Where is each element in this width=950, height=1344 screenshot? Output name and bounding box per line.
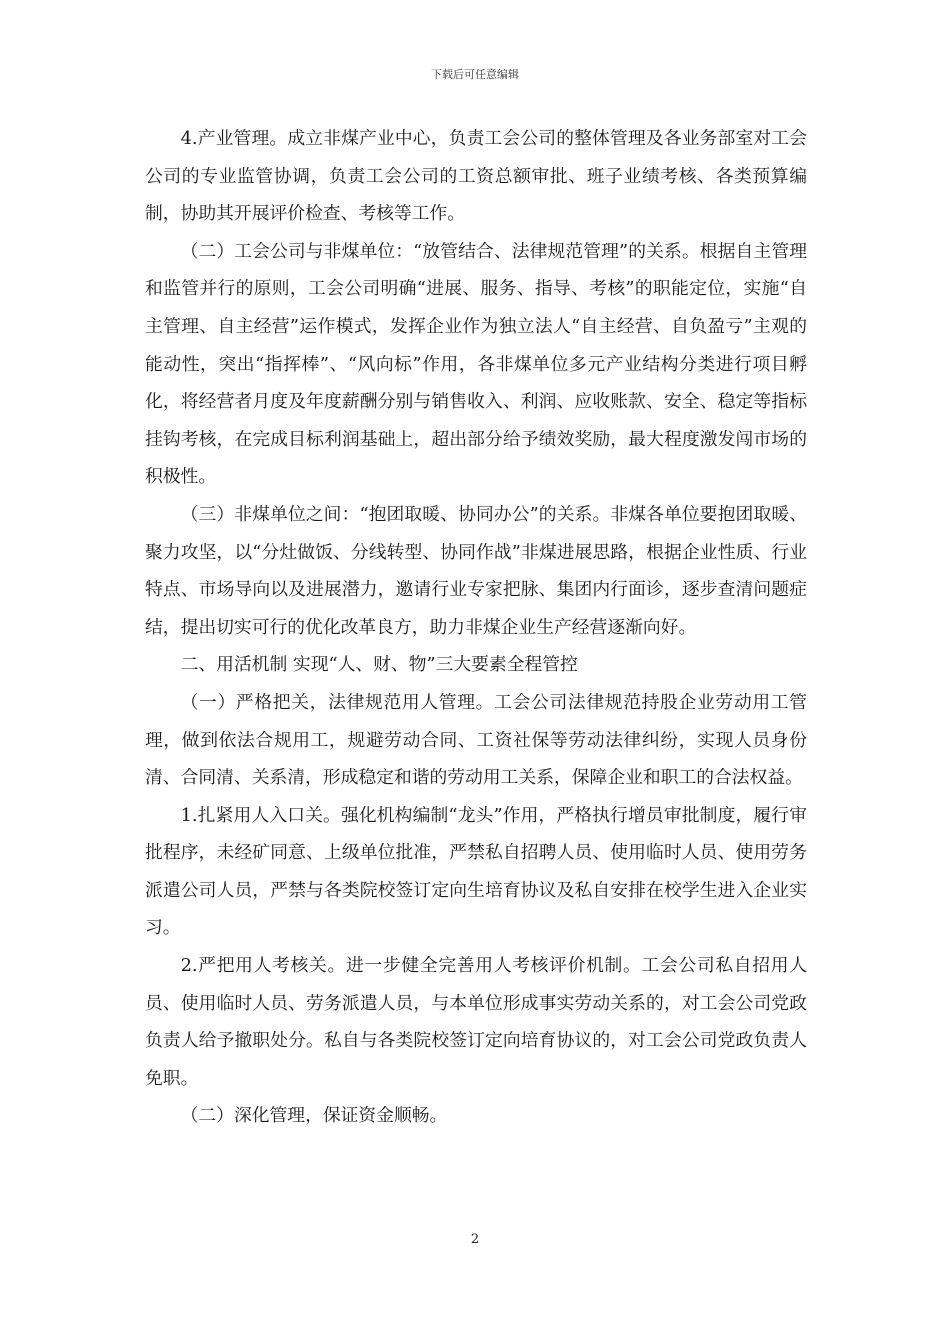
paragraph-union-company-relation: （二）工会公司与非煤单位：“放管结合、法律规范管理”的关系。根据自主管理和监管并行的原则，工会公司明确“进展、服务、指导、考核”的职能定位，实施“自主管理、自主经营”运作模式，发挥企业作为独立法人“自主经营、自负盈亏”主观的能动性，突出“指挥棒”、“风向标”作用，各非煤单位多元产业结构分类进行项目孵化，将经营者月度及年度薪酬分别与销售收入、利润、应收账款、安全、稳定等指标挂钩考核，在完成目标利润基础上，超出部分给予绩效奖励，最大程度激发闯市场的积极性。 (145, 240, 807, 488)
paragraph-non-coal-units-relation: （三）非煤单位之间：“抱团取暖、协同办公”的关系。非煤各单位要抱团取暖、聚力攻坚，以“分灶做饭、分线转型、协同作战”非煤进展思路，根据企业性质、行业特点、市场导向以及进展潜力，邀请行业专家把脉、集团内行面诊，逐步查清问题症结，提出切实可行的优化改革良方，助力非煤企业生产经营逐渐向好。 (145, 503, 807, 638)
paragraph-industry-management: 4.产业管理。成立非煤产业中心，负责工会公司的整体管理及各业务部室对工会公司的专业监管协调，负责工会公司的工资总额审批、班子业绩考核、各类预算编制，协助其开展评价检查、考核等工作。 (145, 128, 807, 225)
paragraph-hiring-assessment: 2.严把用人考核关。进一步健全完善用人考核评价机制。工会公司私自招用人员、使用临时人员、劳务派遣人员，与本单位形成事实劳动关系的，对工会公司党政负责人给予撤职处分。私自与各类院校签订定向培育协议的，对工会公司党政负责人免职。 (145, 955, 807, 1089)
document-body (145, 120, 807, 1135)
page-number: 2 (470, 1232, 480, 1247)
paragraph-employment-management: （一）严格把关，法律规范用人管理。工会公司法律规范持股企业劳动用工管理，做到依法合规用工，规避劳动合同、工资社保等劳动法律纠纷，实现人员身份清、合同清、关系清，形成稳定和谐的劳动用工关系，保障企业和职工的合法权益。 (145, 691, 807, 789)
section-heading-mechanism: 二、用活机制 实现“人、财、物”三大要素全程管控 (180, 654, 578, 676)
paragraph-fund-management: （二）深化管理，保证资金顺畅。 (180, 1105, 448, 1127)
page-header: 下载后可任意编辑 (431, 68, 519, 81)
paragraph-hiring-entry: 1.扎紧用人入口关。强化机构编制“龙头”作用，严格执行增员审批制度，履行审批程序，未经矿同意、上级单位批准，严禁私自招聘人员、使用临时人员、使用劳务派遣公司人员，严禁与各类院校签订定向生培育协议及私自安排在校学生进入企业实习。 (145, 804, 807, 939)
